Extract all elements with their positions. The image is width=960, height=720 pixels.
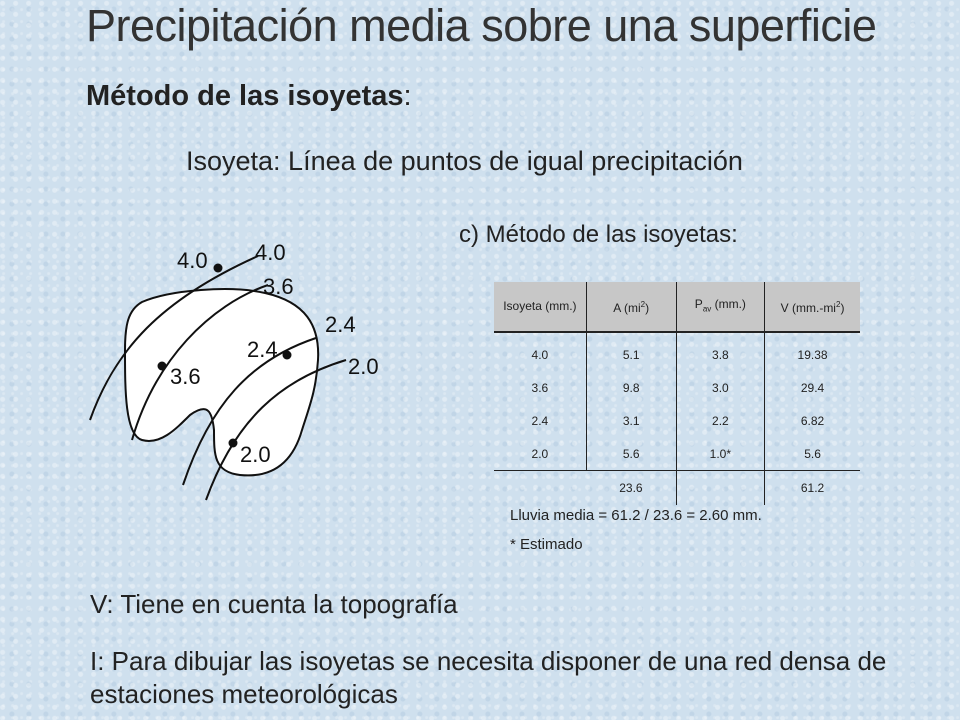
header-pav-sub: av	[702, 304, 712, 314]
table-row	[494, 371, 860, 404]
station-point-4-0	[214, 264, 223, 273]
header-area-close: )	[645, 301, 650, 315]
header-pav	[676, 282, 765, 332]
cell-isoyeta: 3.6	[494, 371, 586, 404]
table-row	[494, 332, 860, 371]
isoyeta-definition: Isoyeta: Línea de puntos de igual precipitación	[186, 146, 743, 176]
header-area	[586, 282, 676, 332]
header-volume-close: )	[840, 301, 845, 315]
cell-pav: 3.8	[676, 332, 765, 371]
total-area: 23.6	[586, 471, 676, 506]
header-pav-unit: (mm.)	[711, 296, 746, 311]
table-row	[494, 437, 860, 471]
header-pav-text: P	[694, 296, 703, 311]
method-name: Método de las isoyetas	[86, 80, 404, 112]
slide-title: Precipitación media sobre una superficie	[86, 0, 877, 51]
method-heading	[86, 80, 412, 113]
cell-isoyeta: 2.4	[494, 404, 586, 437]
table-heading: c) Método de las isoyetas:	[459, 221, 738, 248]
cell-isoyeta: 4.0	[494, 332, 586, 371]
totals-row	[494, 471, 860, 506]
cell-volume: 6.82	[800, 413, 825, 428]
cell-volume: 19.38	[797, 347, 828, 362]
station-point-2-4	[283, 351, 292, 360]
label-isoyeta-2-0: 2.0	[348, 354, 379, 379]
cell-area: 9.8	[586, 371, 676, 404]
label-isoyeta-4-0: 4.0	[255, 240, 286, 265]
total-isoyeta	[494, 471, 586, 506]
label-isoyeta-2-4: 2.4	[325, 312, 356, 337]
cell-volume: 29.4	[800, 380, 825, 395]
isoyeta-table	[494, 282, 860, 505]
cell-isoyeta: 2.0	[494, 437, 586, 471]
advantage-note: V: Tiene en cuenta la topografía	[90, 589, 458, 619]
station-point-2-0	[229, 439, 238, 448]
method-colon: :	[403, 80, 412, 112]
header-isoyeta: Isoyeta (mm.)	[494, 282, 586, 332]
header-volume-text: V (mm.-mi	[780, 301, 836, 315]
cell-area: 3.1	[586, 404, 676, 437]
label-station-2-4: 2.4	[247, 337, 278, 362]
total-pav	[676, 471, 765, 506]
cell-pav: 1.0*	[676, 437, 765, 471]
cell-pav: 3.0	[676, 371, 765, 404]
label-isoyeta-3-6: 3.6	[263, 274, 294, 299]
header-area-text: A (mi	[613, 301, 641, 315]
catchment-boundary	[125, 289, 318, 475]
label-station-3-6: 3.6	[170, 364, 201, 389]
cell-area: 5.1	[586, 332, 676, 371]
table-row	[494, 404, 860, 437]
label-station-4-0: 4.0	[177, 248, 208, 273]
label-station-2-0: 2.0	[240, 442, 271, 467]
isoyeta-diagram	[80, 230, 410, 520]
station-point-3-6	[158, 362, 167, 371]
estimated-footnote: * Estimado	[510, 536, 583, 553]
header-volume	[765, 282, 860, 332]
cell-area: 5.6	[586, 437, 676, 471]
cell-volume: 5.6	[765, 437, 860, 471]
header-area-sup: 2	[640, 300, 646, 309]
mean-rainfall-formula: Lluvia media = 61.2 / 23.6 = 2.60 mm.	[510, 507, 762, 524]
total-volume: 61.2	[800, 481, 825, 495]
cell-pav: 2.2	[676, 404, 765, 437]
table-header-row	[494, 282, 860, 332]
header-volume-sup: 2	[835, 300, 841, 309]
disadvantage-note: I: Para dibujar las isoyetas se necesita disponer de una red densa de estaciones meteorológicas	[90, 646, 887, 709]
